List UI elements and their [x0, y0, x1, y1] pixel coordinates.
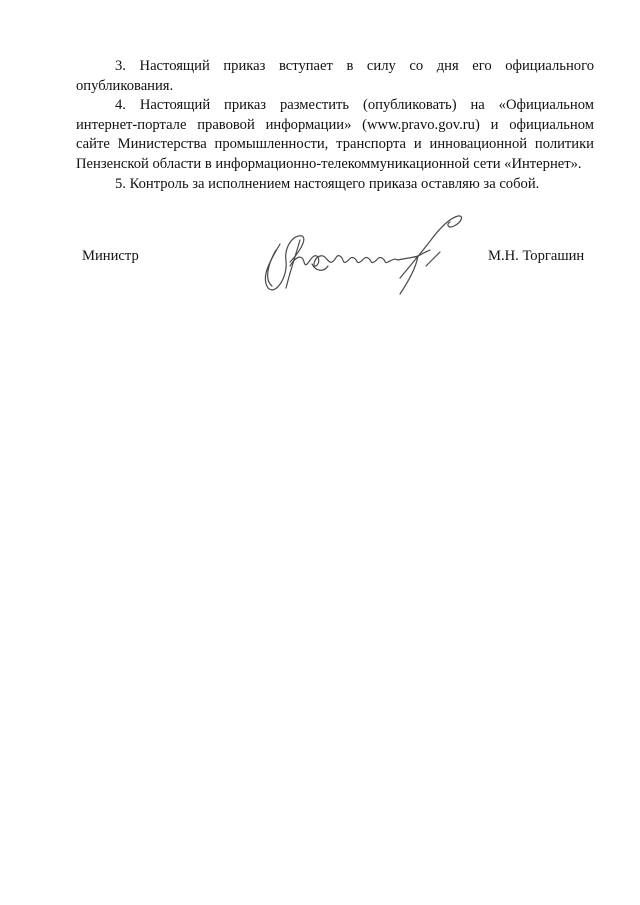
paragraph-4: 4. Настоящий приказ разместить (опубликовать) на «Официальном интернет-портале правовой информации» (www.pravo.gov.ru) и официальном сайте Министерства промышленности, транспорта и инновационной политики Пензенской области в информационно-телекоммуникационной сети «Интернет». [76, 97, 594, 172]
paragraph-5: 5. Контроль за исполнением настоящего приказа оставляю за собой. [115, 175, 540, 192]
handwritten-signature [250, 206, 470, 301]
signatory-name: М.Н. Торгашин [488, 248, 585, 264]
document-body [76, 57, 594, 194]
signature-block [0, 246, 640, 306]
signatory-title: Министр [82, 248, 139, 264]
paragraph-3: 3. Настоящий приказ вступает в силу со дня его официального опубликования. [76, 58, 594, 94]
